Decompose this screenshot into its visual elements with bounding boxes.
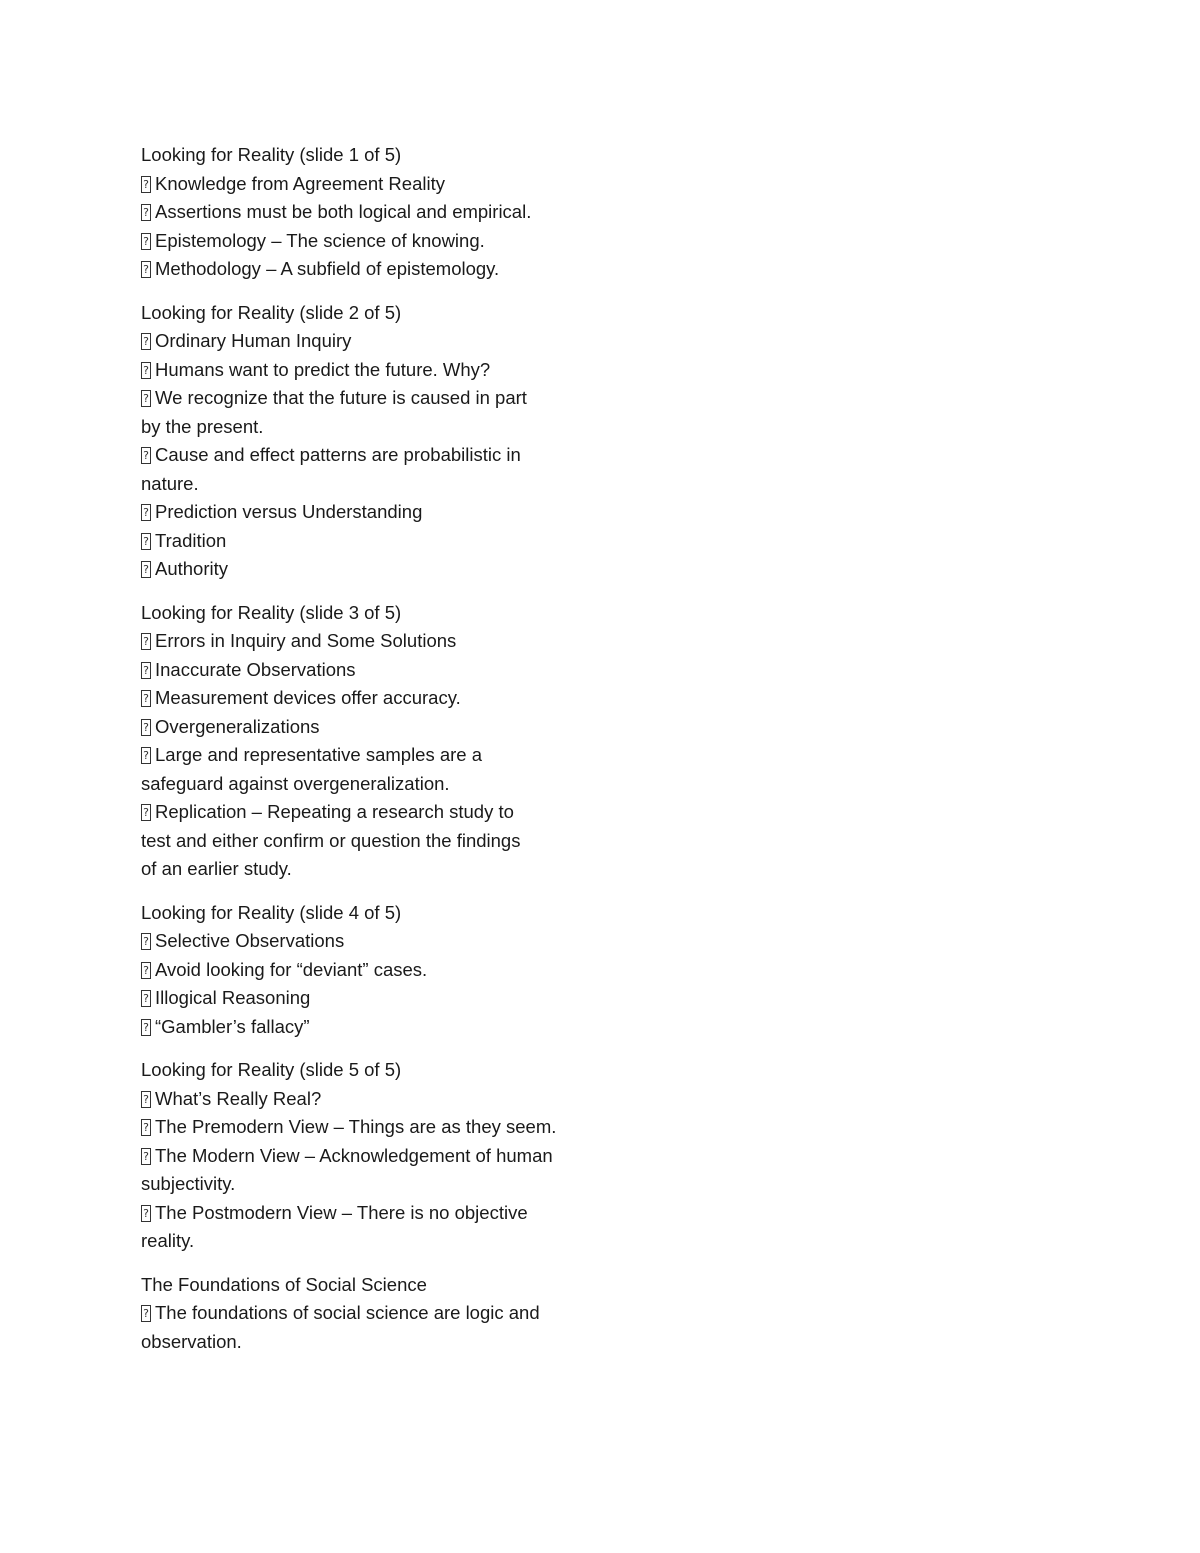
bullet-line (141, 798, 611, 827)
missing-glyph-bullet-icon (141, 204, 151, 221)
line-text: Methodology – A subfield of epistemology. (155, 258, 500, 279)
line-text: Humans want to predict the future. Why? (155, 358, 491, 380)
line-text: The Postmodern View – There is no objective (155, 1201, 528, 1223)
missing-glyph-bullet-icon (141, 333, 151, 350)
bullet-line (141, 1085, 611, 1114)
bullet-line (141, 498, 611, 527)
section-slide-1 (141, 141, 611, 284)
line-text: Avoid looking for “deviant” cases. (155, 958, 428, 980)
continuation-line (141, 770, 611, 799)
document-page (141, 141, 611, 1371)
line-text: What’s Really Real? (155, 1087, 322, 1109)
bullet-line (141, 1142, 611, 1171)
bullet-line (141, 1199, 611, 1228)
line-text: Measurement devices offer accuracy. (155, 687, 461, 708)
bullet-line (141, 441, 611, 470)
line-text: Inaccurate Observations (155, 658, 356, 680)
missing-glyph-bullet-icon (141, 804, 151, 821)
section-slide-4 (141, 899, 611, 1042)
line-text: Illogical Reasoning (155, 987, 311, 1008)
bullet-line (141, 1113, 611, 1142)
line-text: of an earlier study. (141, 858, 292, 879)
line-text: Authority (155, 558, 229, 579)
line-text: Replication – Repeating a research study to (155, 801, 514, 822)
missing-glyph-bullet-icon (141, 1091, 151, 1108)
line-text: test and either confirm or question the findings (141, 829, 521, 851)
missing-glyph-bullet-icon (141, 662, 151, 679)
line-text: Errors in Inquiry and Some Solutions (155, 630, 457, 651)
continuation-line (141, 1227, 611, 1256)
bullet-line (141, 356, 611, 385)
section-heading: Looking for Reality (slide 5 of 5) (141, 1059, 402, 1080)
missing-glyph-bullet-icon (141, 690, 151, 707)
line-text: Cause and effect patterns are probabilistic in (155, 444, 521, 465)
line-text: observation. (141, 1330, 242, 1352)
bullet-line (141, 1013, 611, 1042)
continuation-line (141, 827, 611, 856)
bullet-line (141, 198, 611, 227)
missing-glyph-bullet-icon (141, 362, 151, 379)
section-slide-3 (141, 599, 611, 884)
continuation-line (141, 413, 611, 442)
bullet-line (141, 713, 611, 742)
bullet-line (141, 1299, 611, 1328)
bullet-line (141, 656, 611, 685)
line-text: Selective Observations (155, 930, 345, 951)
missing-glyph-bullet-icon (141, 533, 151, 550)
line-text: Large and representative samples are a (155, 744, 483, 765)
missing-glyph-bullet-icon (141, 933, 151, 950)
bullet-line (141, 527, 611, 556)
line-text: We recognize that the future is caused in part (155, 387, 527, 408)
section-foundations (141, 1271, 611, 1357)
line-text: by the present. (141, 415, 264, 437)
bullet-line (141, 684, 611, 713)
bullet-line (141, 741, 611, 770)
missing-glyph-bullet-icon (141, 1019, 151, 1036)
bullet-line (141, 956, 611, 985)
bullet-line (141, 984, 611, 1013)
line-text: reality. (141, 1230, 195, 1251)
section-heading: Looking for Reality (slide 1 of 5) (141, 144, 402, 165)
line-text: Assertions must be both logical and empirical. (155, 201, 532, 222)
bullet-line (141, 227, 611, 256)
section-slide-5 (141, 1056, 611, 1256)
missing-glyph-bullet-icon (141, 1148, 151, 1165)
missing-glyph-bullet-icon (141, 1205, 151, 1222)
missing-glyph-bullet-icon (141, 719, 151, 736)
section-slide-2 (141, 299, 611, 584)
missing-glyph-bullet-icon (141, 1305, 151, 1322)
missing-glyph-bullet-icon (141, 990, 151, 1007)
section-heading: Looking for Reality (slide 2 of 5) (141, 301, 402, 323)
line-text: “Gambler’s fallacy” (155, 1015, 310, 1037)
continuation-line (141, 1328, 611, 1357)
bullet-line (141, 627, 611, 656)
missing-glyph-bullet-icon (141, 390, 151, 407)
continuation-line (141, 470, 611, 499)
line-text: safeguard against overgeneralization. (141, 772, 450, 794)
line-text: Ordinary Human Inquiry (155, 330, 352, 351)
bullet-line (141, 927, 611, 956)
missing-glyph-bullet-icon (141, 1119, 151, 1136)
line-text: Prediction versus Understanding (155, 501, 423, 522)
line-text: Overgeneralizations (155, 715, 320, 737)
bullet-line (141, 327, 611, 356)
bullet-line (141, 384, 611, 413)
line-text: Tradition (155, 529, 227, 551)
line-text: The foundations of social science are logic and (155, 1302, 540, 1323)
line-text: Knowledge from Agreement Reality (155, 172, 445, 194)
line-text: The Modern View – Acknowledgement of human (155, 1144, 553, 1166)
line-text: nature. (141, 472, 199, 494)
missing-glyph-bullet-icon (141, 504, 151, 521)
continuation-line (141, 1170, 611, 1199)
bullet-line (141, 170, 611, 199)
missing-glyph-bullet-icon (141, 747, 151, 764)
line-text: Epistemology – The science of knowing. (155, 229, 485, 251)
missing-glyph-bullet-icon (141, 962, 151, 979)
missing-glyph-bullet-icon (141, 633, 151, 650)
section-heading: The Foundations of Social Science (141, 1273, 427, 1295)
continuation-line (141, 855, 611, 884)
missing-glyph-bullet-icon (141, 261, 151, 278)
bullet-line (141, 255, 611, 284)
line-text: subjectivity. (141, 1173, 236, 1194)
line-text: The Premodern View – Things are as they seem. (155, 1116, 557, 1137)
section-heading: Looking for Reality (slide 4 of 5) (141, 901, 402, 923)
section-heading: Looking for Reality (slide 3 of 5) (141, 601, 402, 623)
missing-glyph-bullet-icon (141, 176, 151, 193)
bullet-line (141, 555, 611, 584)
missing-glyph-bullet-icon (141, 447, 151, 464)
missing-glyph-bullet-icon (141, 561, 151, 578)
missing-glyph-bullet-icon (141, 233, 151, 250)
